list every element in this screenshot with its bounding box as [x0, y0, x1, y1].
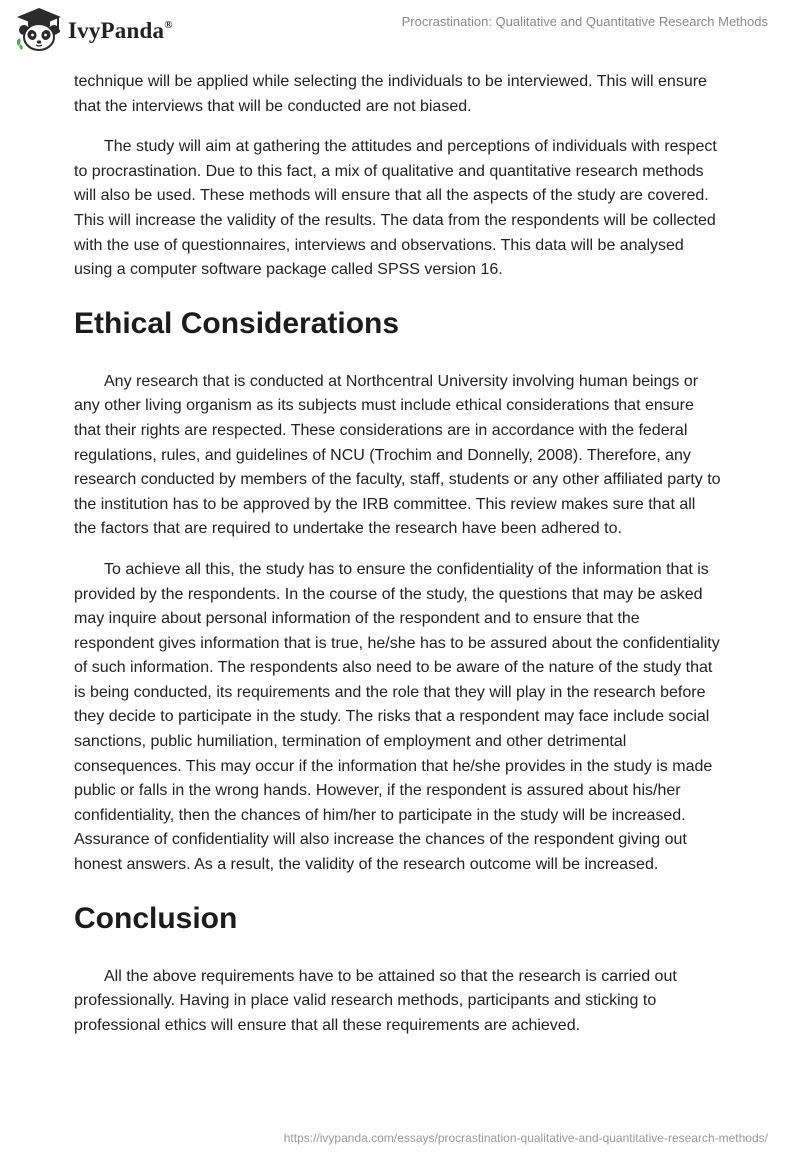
- paragraph-ethics-requirements: Any research that is conducted at Northcentral University involving human beings or any other living organism as its subjects must include ethical considerations that ensure that their rights are respected. These considerations are in accordance with the federal regulations, rules, and guidelines of NCU (Trochim and Donnelly, 2008). Therefore, any research conducted by members of the faculty, staff, students or any other affiliated party to the institution has to be approved by the IRB committee. This review makes sure that all the factors that are required to undertake the research have been adhered to.: [74, 372, 721, 538]
- source-url-link[interactable]: https://ivypanda.com/essays/procrastination-qualitative-and-quantitative-research-methods/: [283, 1131, 768, 1145]
- heading-conclusion: Conclusion: [74, 901, 238, 935]
- paragraph-confidentiality: To achieve all this, the study has to ensure the confidentiality of the information that is provided by the respondents. In the course of the study, the questions that may be asked may inquire about personal information of the respondent and to ensure that the respondent gives information that is true, he/she has to be assured about the confidentiality of such information. The respondents also need to be aware of the nature of the study that is being conducted, its requirements and the role that they will play in the research before they decide to participate in the study. The risks that a respondent may face include social sanctions, public humiliation, termination of employment and other detrimental consequences. This may occur if the information that he/she provides in the study is made public or falls in the wrong hands. However, if the respondent is assured about his/her confidentiality, then the chances of him/her to participate in the study will be increased. Assurance of confidentiality will also increase the chances of the respondent giving out honest answers. As a result, the validity of the research outcome will be increased.: [74, 560, 720, 874]
- ivypanda-logo[interactable]: [14, 6, 173, 52]
- paragraph-study-aim: The study will aim at gathering the attitudes and perceptions of individuals with respect to procrastination. Due to this fact, a mix of qualitative and quantitative research methods will also be used. These methods will ensure that all the aspects of the study are covered. This will increase the validity of the results. The data from the respondents will be collected with the use of questionnaires, interviews and observations. This data will be analysed using a computer software package called SPSS version 16.: [74, 138, 717, 279]
- essay-body: [74, 70, 722, 1054]
- heading-ethical-considerations: Ethical Considerations: [74, 306, 400, 340]
- page-header: [0, 0, 800, 60]
- paragraph-conclusion: All the above requirements have to be attained so that the research is carried out professionally. Having in place valid research methods, participants and sticking to professional ethics will ensure that all these requirements are achieved.: [74, 967, 677, 1034]
- document-title: Procrastination: Qualitative and Quantitative Research Methods: [401, 14, 768, 29]
- paragraph-continuation: technique will be applied while selecting the individuals to be interviewed. This will ensure that the interviews that will be conducted are not biased.: [74, 73, 707, 115]
- logo-wordmark: IvyPanda®: [68, 18, 173, 43]
- panda-graduate-icon: [14, 6, 64, 52]
